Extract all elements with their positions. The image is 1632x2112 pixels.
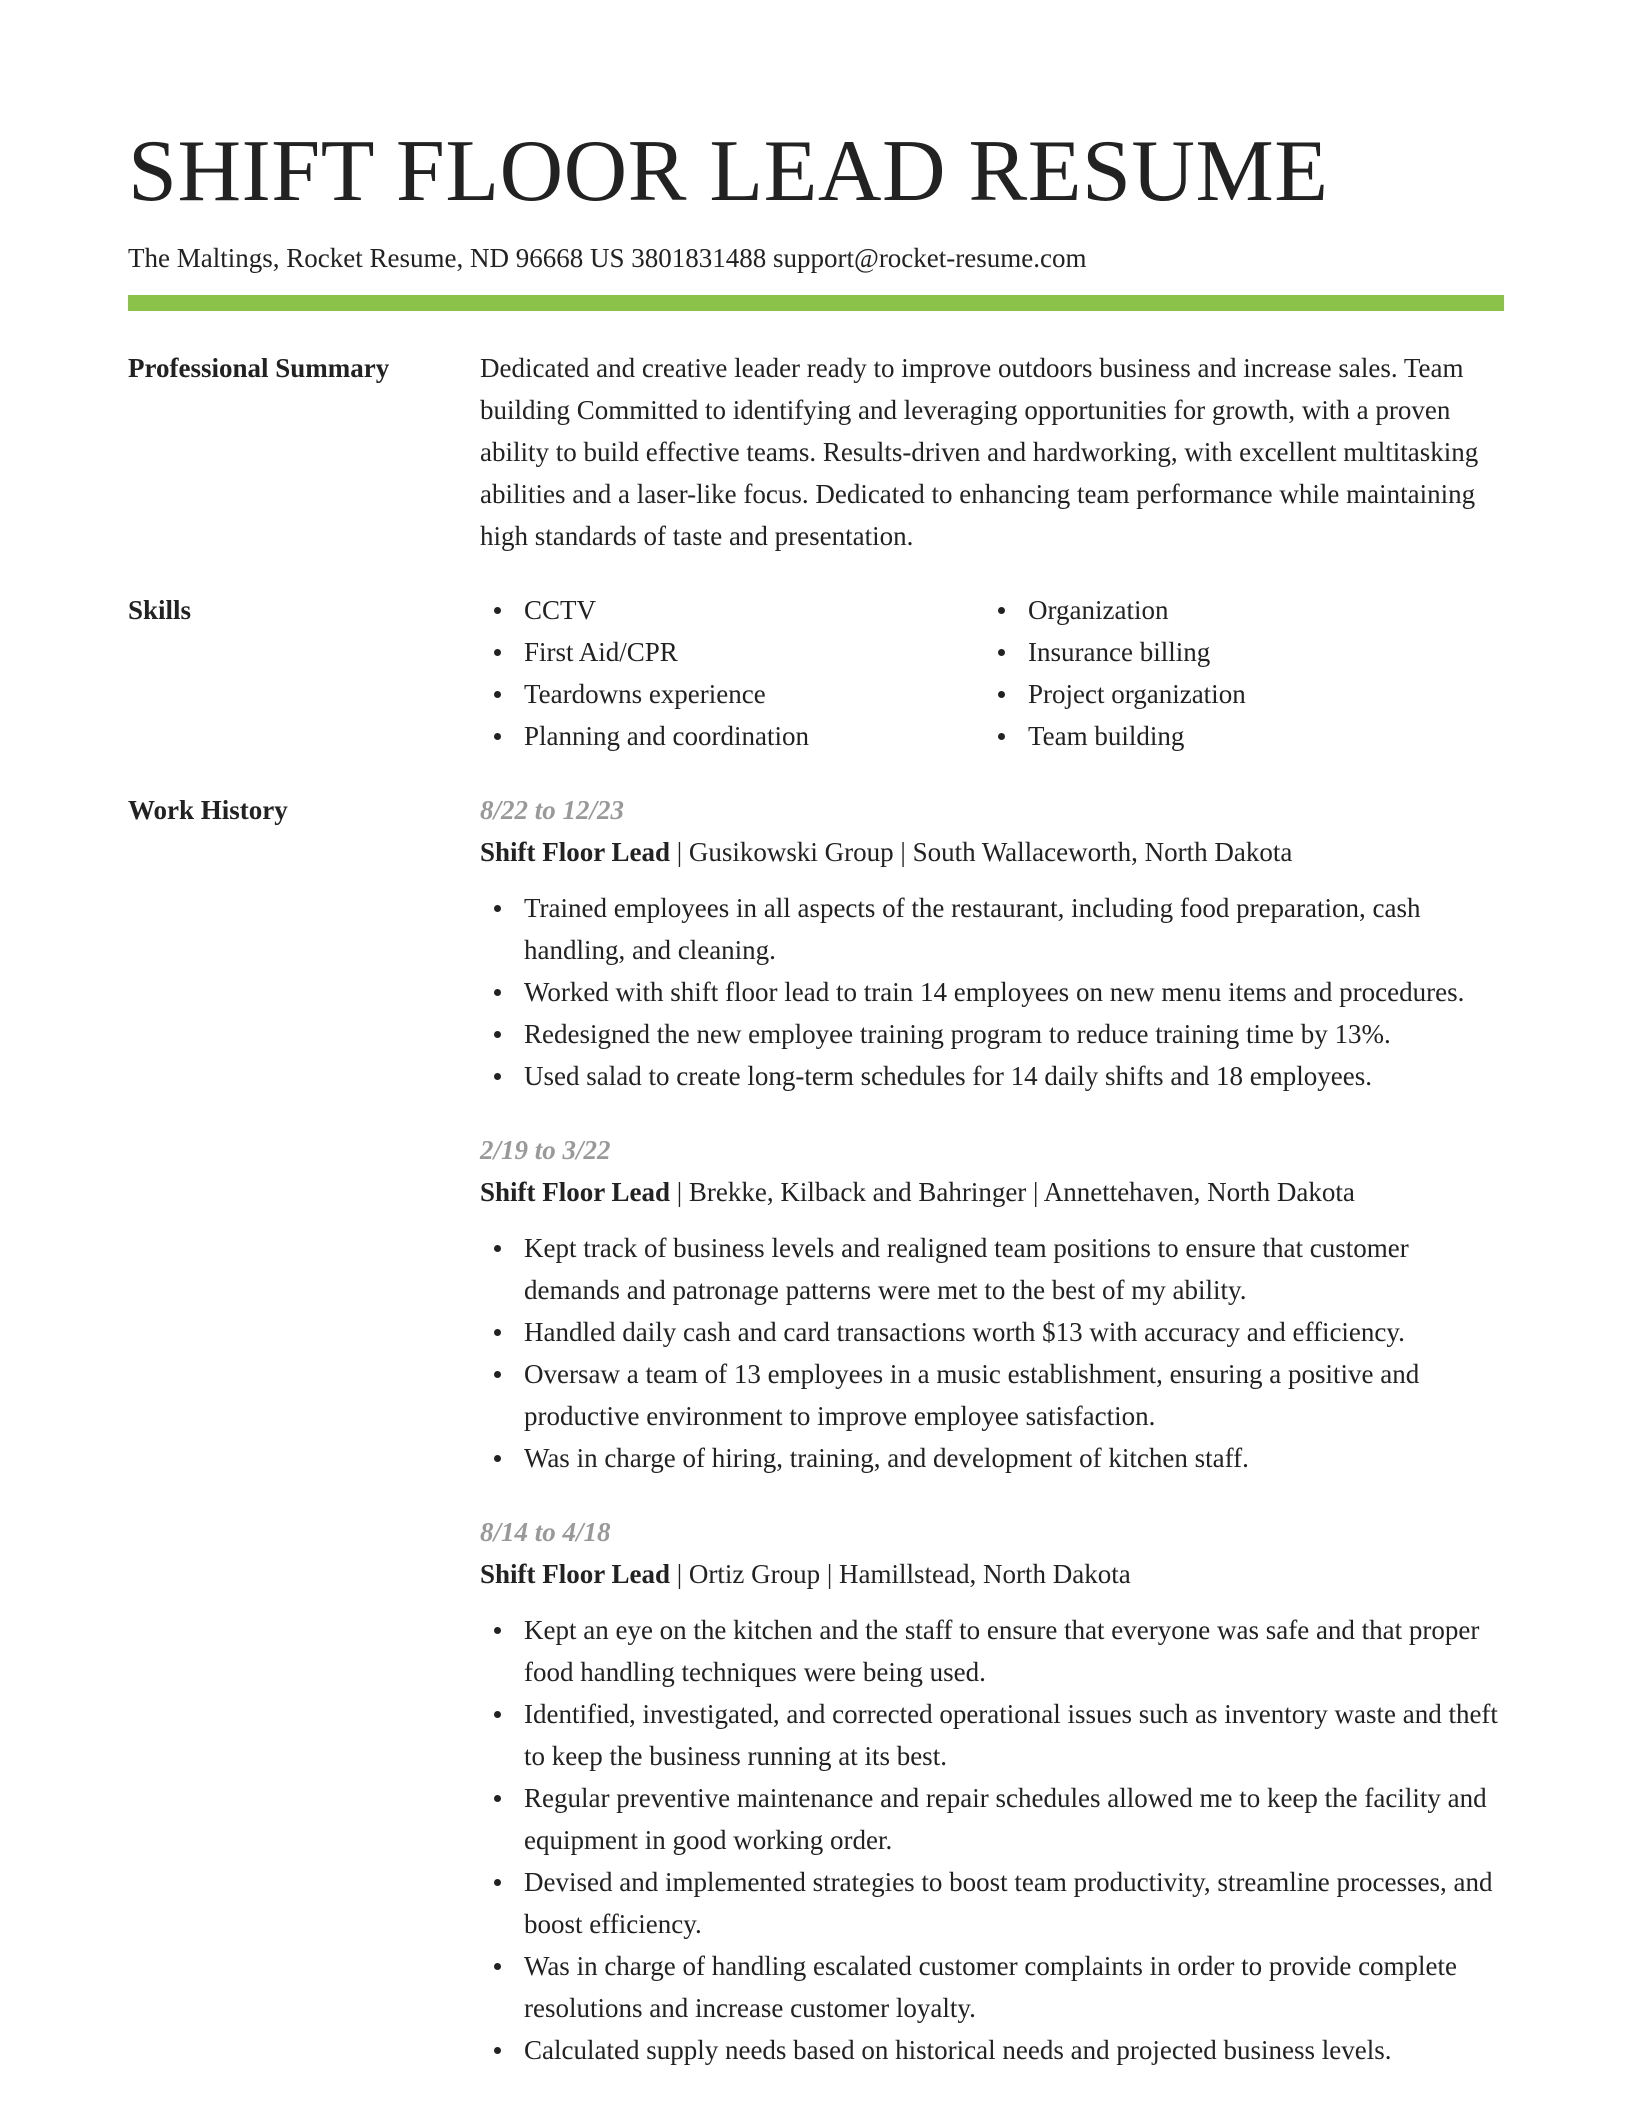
job-bullets [480,887,1504,1097]
work-history-label: Work History [128,795,288,825]
contact-line: The Maltings, Rocket Resume, ND 96668 US 3801831488 support@rocket-resume.com [128,243,1087,273]
job-bullet: Devised and implemented strategies to boost team productivity, streamline processes, and boost efficiency. [480,1861,1504,1945]
job-bullet: Regular preventive maintenance and repair schedules allowed me to keep the facility and equipment in good working order. [480,1777,1504,1861]
job-bullets [480,1609,1504,2071]
job-entry [480,1511,1504,2071]
job-bullet: Worked with shift floor lead to train 14 employees on new menu items and procedures. [480,971,1504,1013]
summary-text: Dedicated and creative leader ready to improve outdoors business and increase sales. Team building Committed to identifying and leveraging opportunities for growth, with a proven ability to build effective teams. Results-driven and hardworking, with excellent multitasking abilities and a laser-like focus. Dedicated to enhancing team performance while maintaining high standards of taste and presentation. [480,353,1479,551]
job-bullet: Trained employees in all aspects of the restaurant, including food preparation, cash handling, and cleaning. [480,887,1504,971]
job-bullet: Was in charge of hiring, training, and development of kitchen staff. [480,1437,1504,1479]
skill-item: Project organization [984,673,1488,715]
job-bullets [480,1227,1504,1479]
work-history-section [128,789,1504,2103]
resume-title: SHIFT FLOOR LEAD RESUME [128,123,1329,220]
job-details: | Brekke, Kilback and Bahringer | Annettehaven, North Dakota [670,1177,1355,1207]
job-bullet: Handled daily cash and card transactions worth $13 with accuracy and efficiency. [480,1311,1504,1353]
skills-list-left [480,589,984,757]
accent-divider [128,295,1504,311]
summary-label: Professional Summary [128,353,390,383]
job-bullet: Redesigned the new employee training program to reduce training time by 13%. [480,1013,1504,1055]
skill-item: Teardowns experience [480,673,984,715]
job-header [480,1553,1504,1595]
job-bullet: Calculated supply needs based on historical needs and projected business levels. [480,2029,1504,2071]
job-entry [480,1129,1504,1479]
job-header [480,1171,1504,1213]
skill-item: Insurance billing [984,631,1488,673]
job-bullet: Identified, investigated, and corrected operational issues such as inventory waste and theft to keep the business running at its best. [480,1693,1504,1777]
skill-item: Organization [984,589,1488,631]
summary-section [128,347,1504,557]
job-title: Shift Floor Lead [480,1177,671,1207]
job-date: 2/19 to 3/22 [480,1135,611,1165]
job-date: 8/22 to 12/23 [480,795,625,825]
skill-item: Team building [984,715,1488,757]
job-bullet: Kept an eye on the kitchen and the staff to ensure that everyone was safe and that proper food handling techniques were being used. [480,1609,1504,1693]
job-details: | Gusikowski Group | South Wallaceworth, North Dakota [670,837,1293,867]
job-details: | Ortiz Group | Hamillstead, North Dakota [670,1559,1131,1589]
skill-item: First Aid/CPR [480,631,984,673]
skills-label: Skills [128,595,192,625]
skills-list-right [984,589,1488,757]
resume-page [128,0,1504,2103]
job-date: 8/14 to 4/18 [480,1517,611,1547]
job-entry [480,789,1504,1097]
job-title: Shift Floor Lead [480,837,671,867]
job-header [480,831,1504,873]
skill-item: Planning and coordination [480,715,984,757]
job-bullet: Used salad to create long-term schedules for 14 daily shifts and 18 employees. [480,1055,1504,1097]
skills-section [128,589,1504,757]
job-bullet: Kept track of business levels and realigned team positions to ensure that customer demands and patronage patterns were met to the best of my ability. [480,1227,1504,1311]
job-bullet: Oversaw a team of 13 employees in a music establishment, ensuring a positive and productive environment to improve employee satisfaction. [480,1353,1504,1437]
skill-item: CCTV [480,589,984,631]
job-bullet: Was in charge of handling escalated customer complaints in order to provide complete resolutions and increase customer loyalty. [480,1945,1504,2029]
job-title: Shift Floor Lead [480,1559,671,1589]
